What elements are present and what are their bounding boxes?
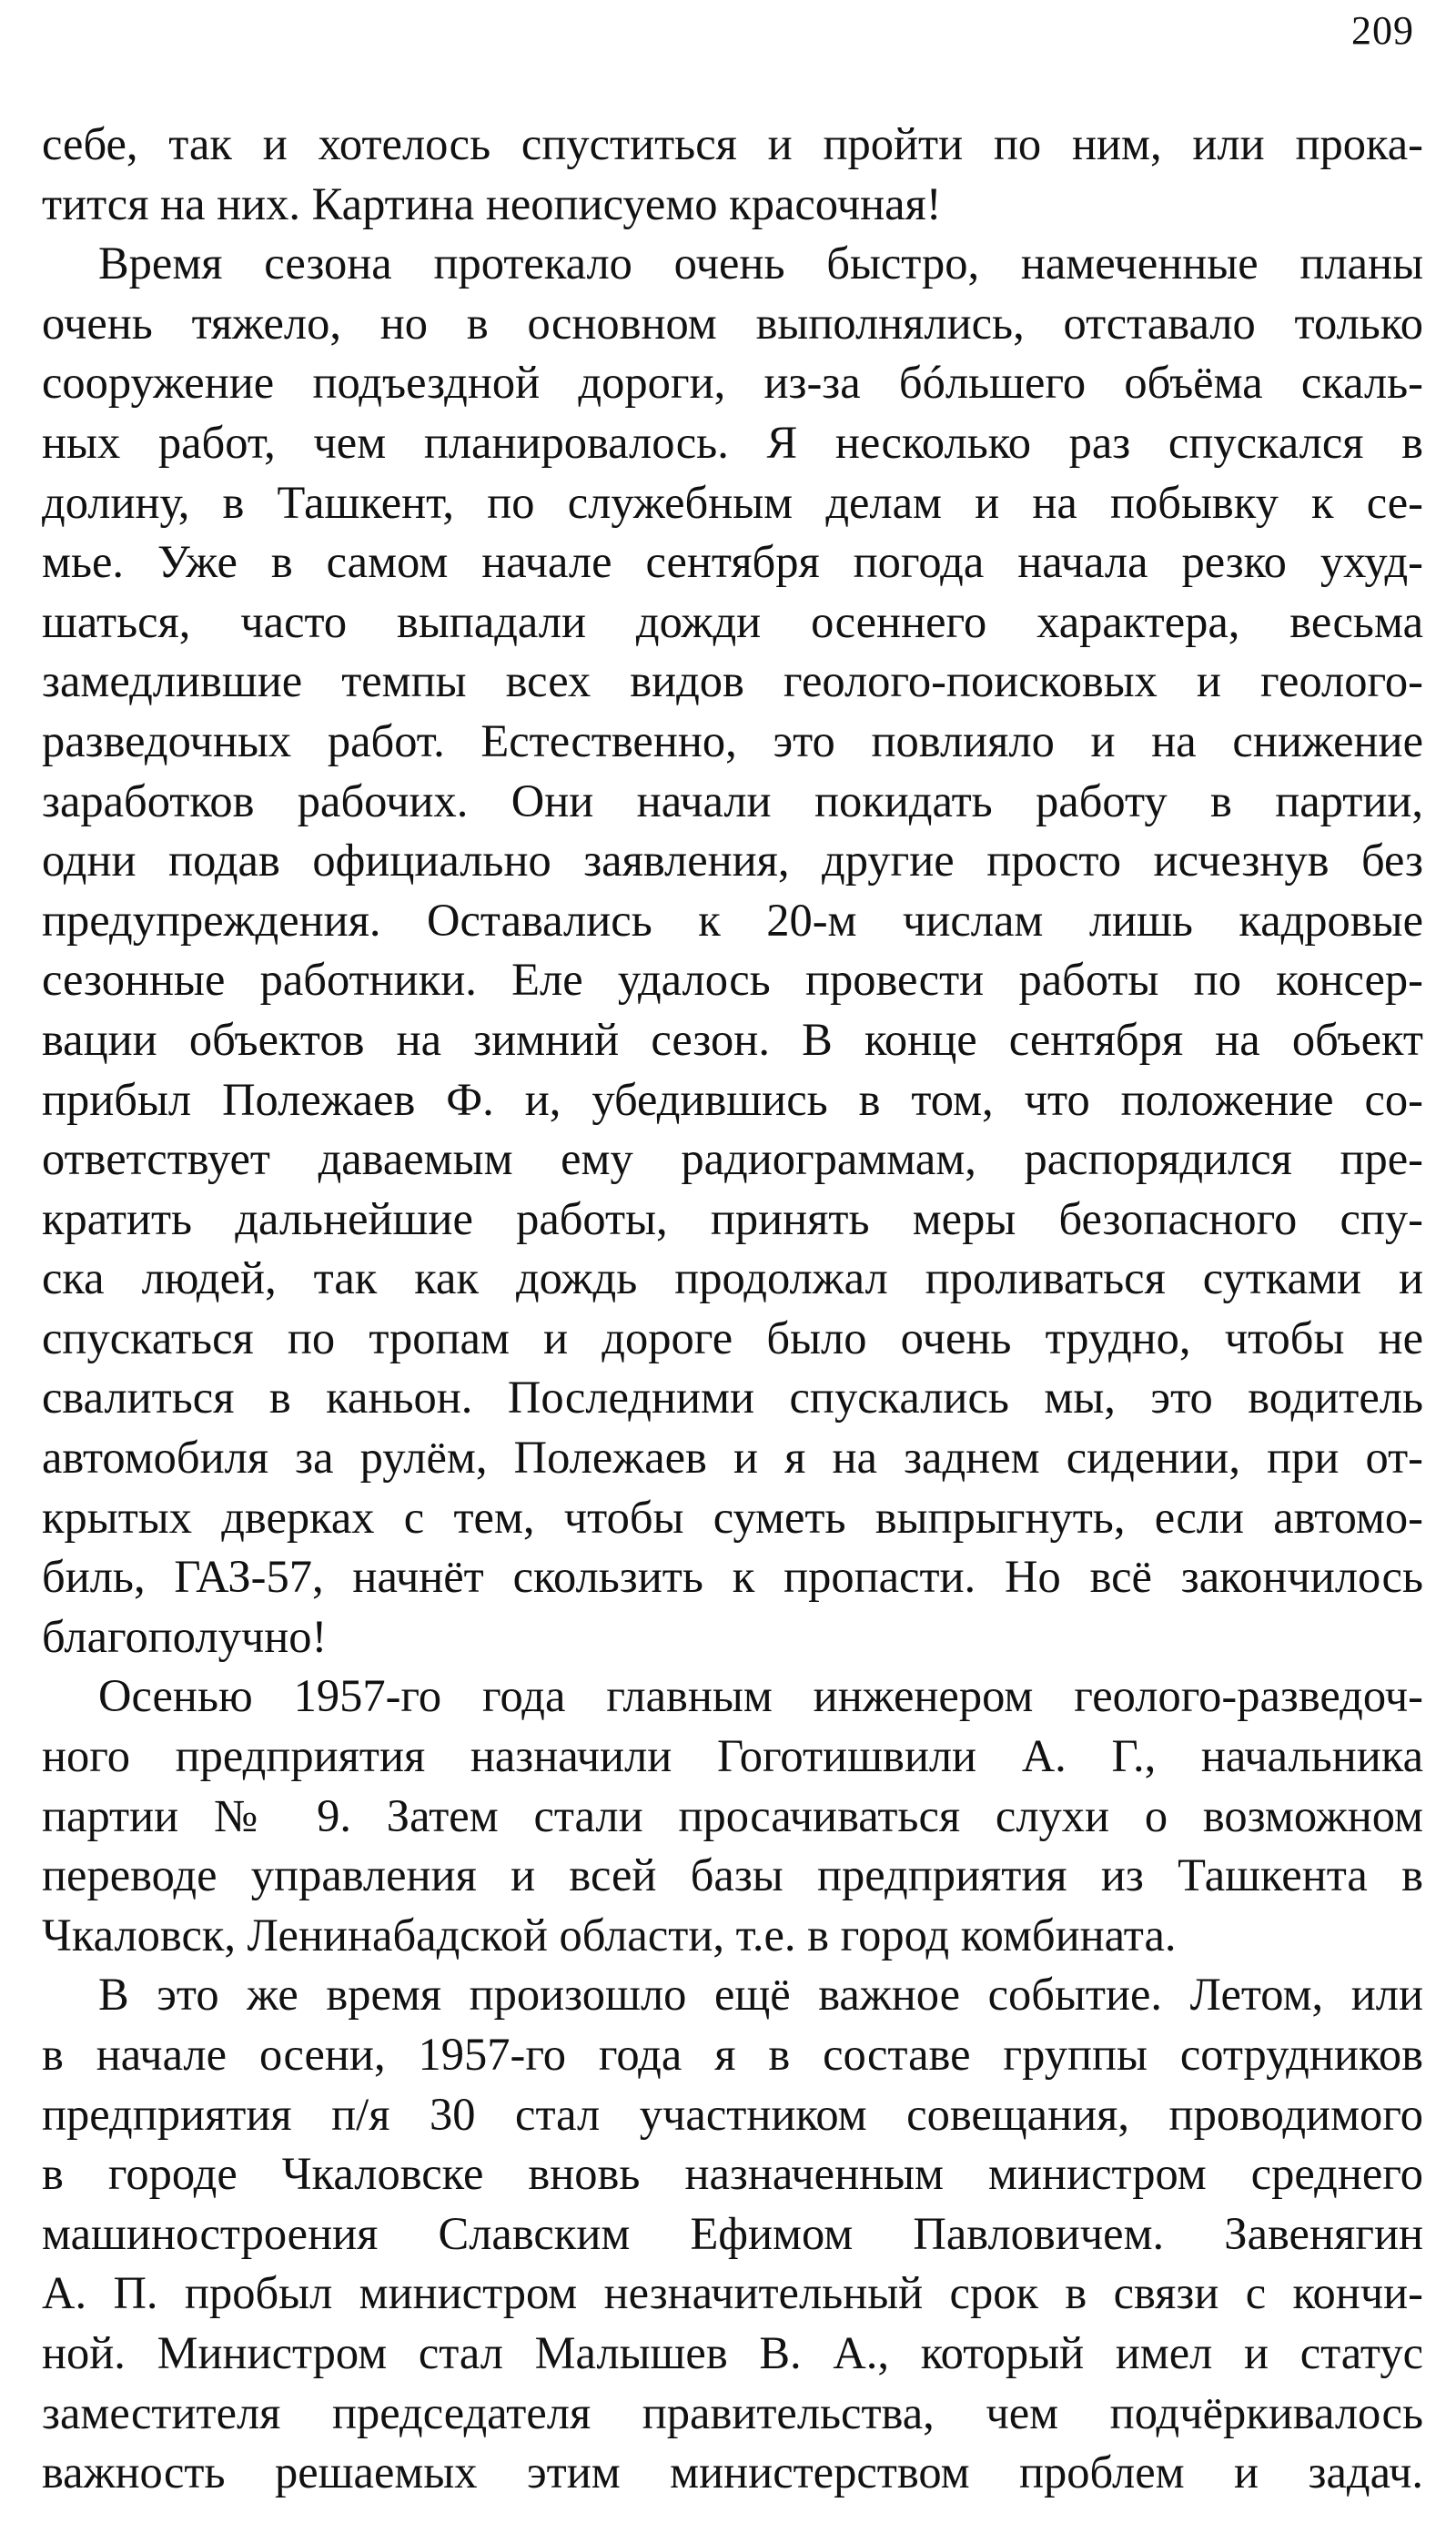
text-line: ной. Министром стал Малышев В. А., который имел и статус: [42, 2326, 1423, 2378]
text-line: ска людей, так как дождь продолжал проливаться сутками и: [42, 1252, 1423, 1304]
text-line: переводе управления и всей базы предприятия из Ташкента в: [42, 1849, 1423, 1901]
text-line: автомобиля за рулём, Полежаев и я на заднем сидении, при от-: [42, 1432, 1423, 1484]
body-text: [42, 115, 1423, 2503]
text-line: заместителя председателя правительства, чем подчёркивалось: [42, 2386, 1423, 2438]
text-line: очень тяжело, но в основном выполнялись, отставало только: [42, 297, 1423, 349]
text-line: одни подав официально заявления, другие просто исчезнув без: [42, 835, 1423, 887]
paragraph-first-line: Осенью 1957-го года главным инженером геолого-разведоч-: [98, 1670, 1423, 1722]
text-line: свалиться в каньон. Последними спускались мы, это водитель: [42, 1372, 1423, 1424]
text-line: спускаться по тропам и дороге было очень трудно, чтобы не: [42, 1312, 1423, 1363]
text-line: предприятия п/я 30 стал участником совещания, проводимого: [42, 2088, 1423, 2140]
text-line: благополучно!: [42, 1610, 328, 1662]
page-number: 209: [1351, 8, 1414, 53]
text-line: замедлившие темпы всех видов геолого-поисковых и геолого-: [42, 655, 1423, 707]
text-line: заработков рабочих. Они начали покидать работу в партии,: [42, 775, 1423, 826]
text-line: биль, ГАЗ-57, начнёт скользить к пропасти. Но всё закончилось: [42, 1551, 1423, 1603]
text-line: ных работ, чем планировалось. Я несколько раз спускался в: [42, 416, 1423, 468]
text-line: Чкаловск, Ленинабадской области, т.е. в город комбината.: [42, 1909, 1177, 1961]
text-line: партии № 9. Затем стали просачиваться слухи о возможном: [42, 1789, 1423, 1841]
text-line: А. П. пробыл министром незначительный срок в связи с кончи-: [42, 2267, 1423, 2319]
text-line: прибыл Полежаев Ф. и, убедившись в том, что положение со-: [42, 1073, 1423, 1125]
text-line: сооружение подъездной дороги, из-за бóльшего объёма скаль-: [42, 357, 1423, 409]
paragraph-first-line: Время сезона протекало очень быстро, намеченные планы: [98, 238, 1423, 289]
text-line: ответствует даваемым ему радиограммам, распорядился пре-: [42, 1133, 1423, 1185]
text-line: себе, так и хотелось спуститься и пройти по ним, или прока-: [42, 118, 1423, 169]
text-line: предупреждения. Оставались к 20-м числам лишь кадровые: [42, 894, 1423, 946]
text-line: ного предприятия назначили Гоготишвили А. Г., начальника: [42, 1730, 1423, 1782]
text-line: шаться, часто выпадали дожди осеннего характера, весьма: [42, 595, 1423, 647]
text-line: в начале осени, 1957-го года я в составе группы сотрудников: [42, 2029, 1423, 2080]
text-line: мье. Уже в самом начале сентября погода начала резко ухуд-: [42, 536, 1423, 588]
paragraph-first-line: В это же время произошло ещё важное событие. Летом, или: [98, 1969, 1423, 2021]
text-line: в городе Чкаловске вновь назначенным министром среднего: [42, 2148, 1423, 2200]
text-line: крытых дверках с тем, чтобы суметь выпрыгнуть, если автомо-: [42, 1491, 1423, 1543]
text-line: машиностроения Славским Ефимом Павловичем. Завенягин: [42, 2207, 1423, 2259]
text-line: разведочных работ. Естественно, это повлияло и на снижение: [42, 714, 1423, 766]
text-line: сезонные работники. Еле удалось провести работы по консер-: [42, 954, 1423, 1006]
text-line: важность решаемых этим министерством проблем и задач.: [42, 2447, 1423, 2498]
text-line: вации объектов на зимний сезон. В конце сентября на объект: [42, 1013, 1423, 1065]
text-line: долину, в Ташкент, по служебным делам и на побывку к се-: [42, 476, 1423, 528]
text-line: кратить дальнейшие работы, принять меры безопасного спу-: [42, 1192, 1423, 1244]
text-line: тится на них. Картина неописуемо красочная!: [42, 177, 942, 229]
